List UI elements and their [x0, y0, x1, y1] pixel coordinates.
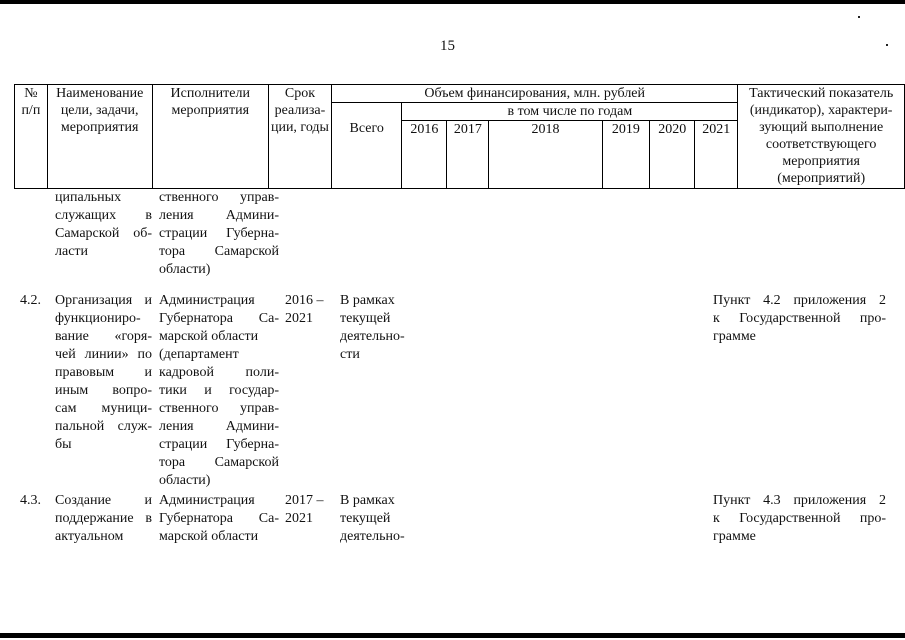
header-year: 2019: [602, 121, 650, 189]
scan-speck: [886, 44, 888, 46]
table-header: [14, 84, 905, 189]
row-name: Создание и поддержание в актуальном: [55, 493, 152, 544]
continuation-executors: ственного управ- ления Админи- страции Губерна- тора Самарской области): [159, 190, 279, 277]
header-number: № п/п: [15, 85, 48, 189]
header-name: Наименование цели, задачи, мероприятия: [47, 85, 152, 189]
header-year: 2018: [489, 121, 602, 189]
row-number: 4.3.: [20, 493, 41, 508]
header-year: 2017: [447, 121, 489, 189]
header-year: 2016: [402, 121, 447, 189]
header-by-year: в том числе по годам: [402, 103, 738, 121]
row-name: Организация и функциониро- вание «горя- чей линии» по правовым и иным вопро- сам муници- пальной служ- бы: [55, 293, 152, 452]
row-executors: Администрация Губернатора Са- марской области: [159, 493, 279, 544]
row-indicator: Пункт 4.2 приложения 2 к Государственной про- грамме: [713, 293, 886, 344]
top-scan-border: [0, 0, 905, 4]
bottom-scan-border: [0, 633, 905, 638]
row-term: 2017 – 2021: [285, 493, 324, 526]
continuation-name: ципальных служащих в Самарской об- ласти: [55, 190, 152, 259]
row-total: В рамках текущей деятельно-: [340, 493, 405, 544]
scan-speck: [858, 16, 860, 18]
header-term: Срок реализа-ции, годы: [268, 85, 331, 189]
header-year: 2020: [650, 121, 695, 189]
header-total: Всего: [332, 103, 402, 189]
header-financing: Объем финансирования, млн. рублей: [332, 85, 738, 103]
header-executors: Исполнители мероприятия: [152, 85, 268, 189]
header-indicator: Тактический показатель (индикатор), характери-зующий выполнение соответствующего мероприятия (мероприятий): [738, 85, 905, 189]
row-indicator: Пункт 4.3 приложения 2 к Государственной про- грамме: [713, 493, 886, 544]
row-executors: Администрация Губернатора Са- марской области (департамент кадровой поли- тики и государ- ственного управ- ления Админи- страции Губерна- тора Самарской области): [159, 293, 279, 488]
row-number: 4.2.: [20, 293, 41, 308]
page-number: 15: [440, 38, 455, 54]
row-term: 2016 – 2021: [285, 293, 324, 326]
header-year: 2021: [695, 121, 738, 189]
row-total: В рамках текущей деятельно- сти: [340, 293, 405, 362]
